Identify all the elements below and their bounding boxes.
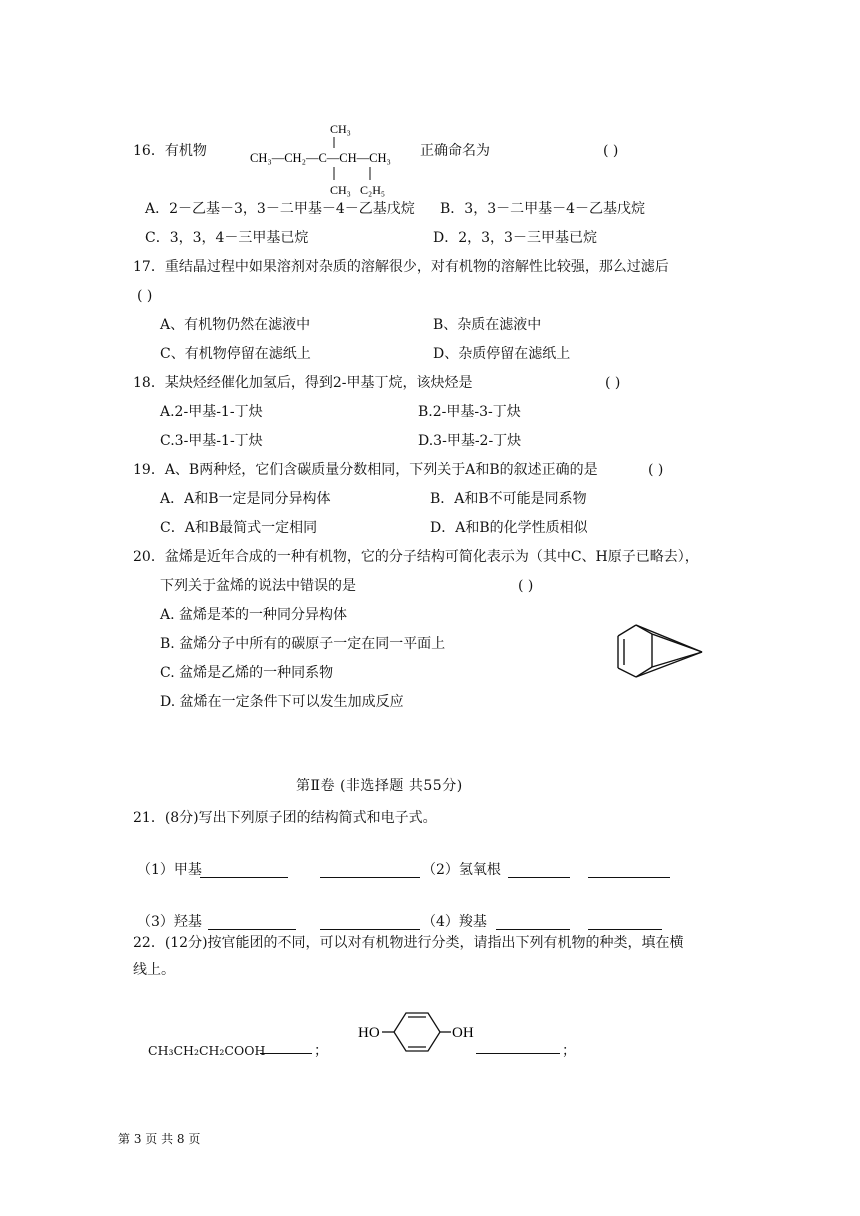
q16-answer-paren: ( ) (603, 143, 619, 159)
q20-stem-line1: 20．盆烯是近年合成的一种有机物，它的分子结构可简化表示为（其中C、H原子已略去）， (133, 549, 699, 565)
q21-stem: 21．(8分)写出下列原子团的结构简式和电子式。 (133, 810, 437, 826)
q21-item1-blank2[interactable] (320, 863, 420, 878)
q19-stem: 19．A、B两种烃，它们含碳质量分数相同，下列关于A和B的叙述正确的是 (133, 462, 598, 478)
q20-answer-paren: ( ) (518, 578, 534, 594)
q20-option-d: D. 盆烯在一定条件下可以发生加成反应 (160, 694, 404, 710)
page-number-footer: 第 3 页 共 8 页 (118, 1132, 201, 1146)
q22-compound-2-semicolon: ； (562, 1043, 576, 1059)
q21-item2-blank1[interactable] (508, 863, 570, 878)
q16-molecule-structure (246, 118, 426, 198)
q20-option-b: B. 盆烯分子中所有的碳原子一定在同一平面上 (160, 636, 446, 652)
q16-mol-bottom-methyl: CH₃ (330, 183, 351, 197)
q16-option-a: A．2－乙基－3，3－二甲基－4－乙基戊烷 (145, 201, 415, 217)
q21-item3-blank2[interactable] (320, 915, 420, 930)
q18-option-c: C.3-甲基-1-丁炔 (160, 433, 263, 449)
q22-compound-1-semicolon: ； (314, 1043, 328, 1059)
q21-item3-label: （3）羟基 (137, 914, 202, 930)
q22-compound-1-formula: CH₃CH₂CH₂COOH (148, 1043, 266, 1058)
q22-compound-1-blank[interactable] (260, 1039, 312, 1054)
q16-option-b: B．3，3－二甲基－4－乙基戊烷 (440, 201, 646, 217)
q19-option-b: B．A和B不可能是同系物 (430, 491, 587, 507)
q17-option-a: A、有机物仍然在滤液中 (160, 317, 311, 333)
q21-item4-blank2[interactable] (588, 915, 662, 930)
q19-answer-paren: ( ) (648, 462, 664, 478)
hydroquinone-oh-label: OH (452, 1025, 474, 1041)
q18-option-b: B.2-甲基-3-丁炔 (418, 404, 521, 420)
q21-item2-blank2[interactable] (588, 863, 670, 878)
q19-option-c: C．A和B最简式一定相同 (160, 520, 318, 536)
q21-item4-blank1[interactable] (496, 915, 570, 930)
q21-item3-blank1[interactable] (208, 915, 296, 930)
q18-answer-paren: ( ) (605, 375, 621, 391)
q19-option-a: A．A和B一定是同分异构体 (160, 491, 331, 507)
q20-option-c: C. 盆烯是乙烯的一种同系物 (160, 665, 334, 681)
q16-option-c: C．3，3，4－三甲基已烷 (145, 230, 309, 246)
q17-option-c: C、有机物停留在滤纸上 (160, 346, 311, 362)
q17-answer-paren: ( ) (137, 288, 153, 304)
q18-stem: 18．某炔烃经催化加氢后，得到2-甲基丁烷，该炔烃是 (133, 375, 473, 391)
q16-mol-top-methyl: CH₃ (330, 122, 351, 136)
hydroquinone-structure (356, 1010, 486, 1054)
q22-stem-line2: 线上。 (133, 962, 175, 978)
q20-option-a: A. 盆烯是苯的一种同分异构体 (160, 607, 348, 623)
q21-item1-label: （1）甲基 (137, 862, 202, 878)
q16-mol-main-chain: CH₃—CH₂—C—CH—CH₃ (250, 151, 391, 165)
q22-compound-2-blank[interactable] (476, 1039, 560, 1054)
q22-stem-line1: 22．(12分)按官能团的不同，可以对有机物进行分类，请指出下列有机物的种类，填在横 (133, 935, 684, 951)
q18-option-d: D.3-甲基-2-丁炔 (418, 433, 522, 449)
q17-option-b: B、杂质在滤液中 (433, 317, 542, 333)
section-2-title: 第Ⅱ卷 (非选择题 共55分) (296, 778, 463, 794)
q16-mol-bottom-ethyl: C₂H₅ (360, 183, 386, 197)
q16-stem-suffix: 正确命名为 (420, 143, 490, 159)
q20-stem-line2: 下列关于盆烯的说法中错误的是 (160, 578, 356, 594)
q16-option-d: D．2，3，3－三甲基已烷 (433, 230, 597, 246)
q21-item2-label: （2）氢氧根 (422, 862, 501, 878)
q21-item1-blank1[interactable] (200, 863, 288, 878)
q21-item4-label: （4）羧基 (422, 914, 487, 930)
q19-option-d: D．A和B的化学性质相似 (430, 520, 588, 536)
benzvalene-structure (608, 616, 708, 686)
hydroquinone-ho-label: HO (358, 1025, 380, 1041)
q17-option-d: D、杂质停留在滤纸上 (433, 346, 571, 362)
q16-stem-prefix: 16．有机物 (133, 143, 207, 159)
q18-option-a: A.2-甲基-1-丁炔 (160, 404, 263, 420)
q17-stem: 17．重结晶过程中如果溶剂对杂质的溶解很少，对有机物的溶解性比较强，那么过滤后 (133, 259, 669, 275)
